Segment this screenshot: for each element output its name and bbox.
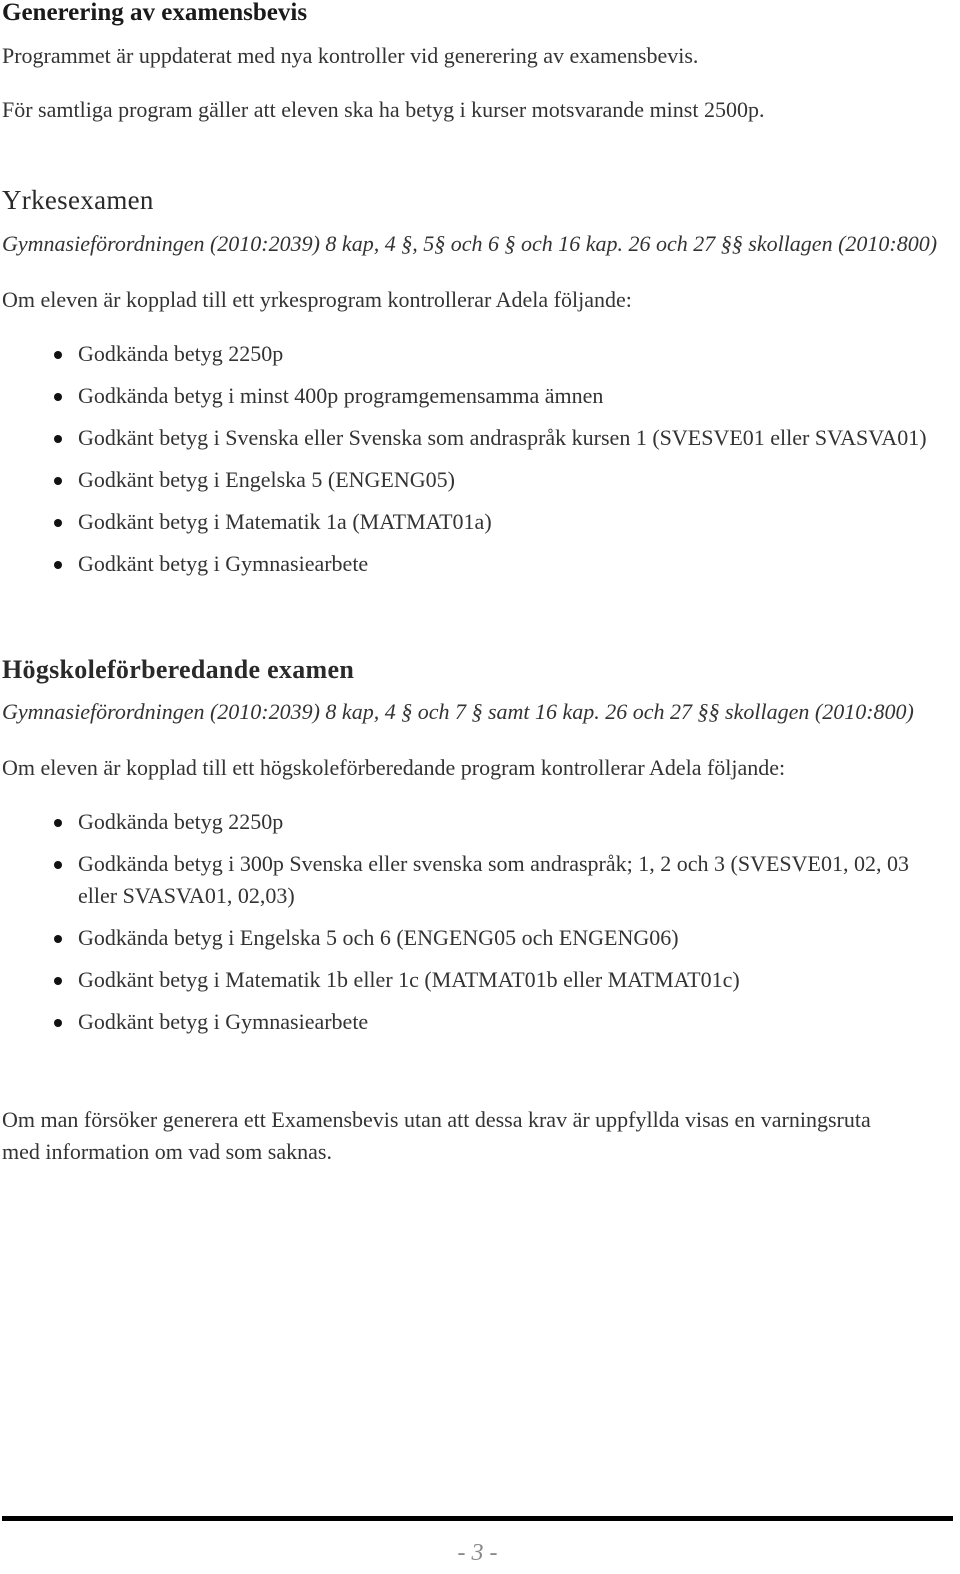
list-item: Godkända betyg i minst 400p programgemensamma ämnen (78, 380, 952, 412)
list-item: Godkänt betyg i Engelska 5 (ENGENG05) (78, 464, 952, 496)
paragraph-yrkes-intro: Om eleven är kopplad till ett yrkesprogram kontrollerar Adela följande: (2, 287, 632, 312)
paragraph-closing: Om man försöker generera ett Examensbevis utan att dessa krav är uppfyllda visas en varningsruta med information om vad som saknas. (2, 1107, 871, 1164)
list-item: Godkänt betyg i Gymnasiearbete (78, 1006, 952, 1038)
document-page (2, 0, 952, 1168)
list-item: Godkänt betyg i Matematik 1b eller 1c (MATMAT01b eller MATMAT01c) (78, 964, 952, 996)
paragraph-hogskole-intro: Om eleven är kopplad till ett högskoleförberedande program kontrollerar Adela följande: (2, 755, 786, 780)
section-title-yrkesexamen: Yrkesexamen (2, 185, 154, 215)
list-item: Godkänt betyg i Gymnasiearbete (78, 548, 952, 580)
section-title-generering: Generering av examensbevis (2, 0, 308, 26)
list-item: Godkända betyg i Engelska 5 och 6 (ENGENG05 och ENGENG06) (78, 922, 952, 954)
list-item: Godkända betyg 2250p (78, 806, 952, 838)
list-item: Godkända betyg 2250p (78, 338, 952, 370)
list-item: Godkänt betyg i Svenska eller Svenska som andraspråk kursen 1 (SVESVE01 eller SVASVA01) (78, 422, 952, 454)
law-reference-yrkes: Gymnasieförordningen (2010:2039) 8 kap, 4 §, 5§ och 6 § och 16 kap. 26 och 27 §§ skollagen (2010:800) (2, 231, 938, 256)
page-number: - 3 - (457, 1540, 498, 1566)
paragraph-intro: Programmet är uppdaterat med nya kontroller vid generering av examensbevis. (2, 43, 699, 68)
hogskole-requirement-list (2, 806, 952, 1038)
yrkes-requirement-list (2, 338, 952, 580)
footer-divider (2, 1516, 953, 1521)
paragraph-requirement: För samtliga program gäller att eleven ska ha betyg i kurser motsvarande minst 2500p. (2, 97, 765, 122)
section-title-hogskole: Högskoleförberedande examen (2, 655, 355, 684)
law-reference-hogskole: Gymnasieförordningen (2010:2039) 8 kap, 4 § och 7 § samt 16 kap. 26 och 27 §§ skollagen (2010:800) (2, 699, 914, 724)
list-item: Godkänt betyg i Matematik 1a (MATMAT01a) (78, 506, 952, 538)
list-item: Godkända betyg i 300p Svenska eller svenska som andraspråk; 1, 2 och 3 (SVESVE01, 02, 03 eller SVASVA01, 02,03) (78, 848, 952, 912)
